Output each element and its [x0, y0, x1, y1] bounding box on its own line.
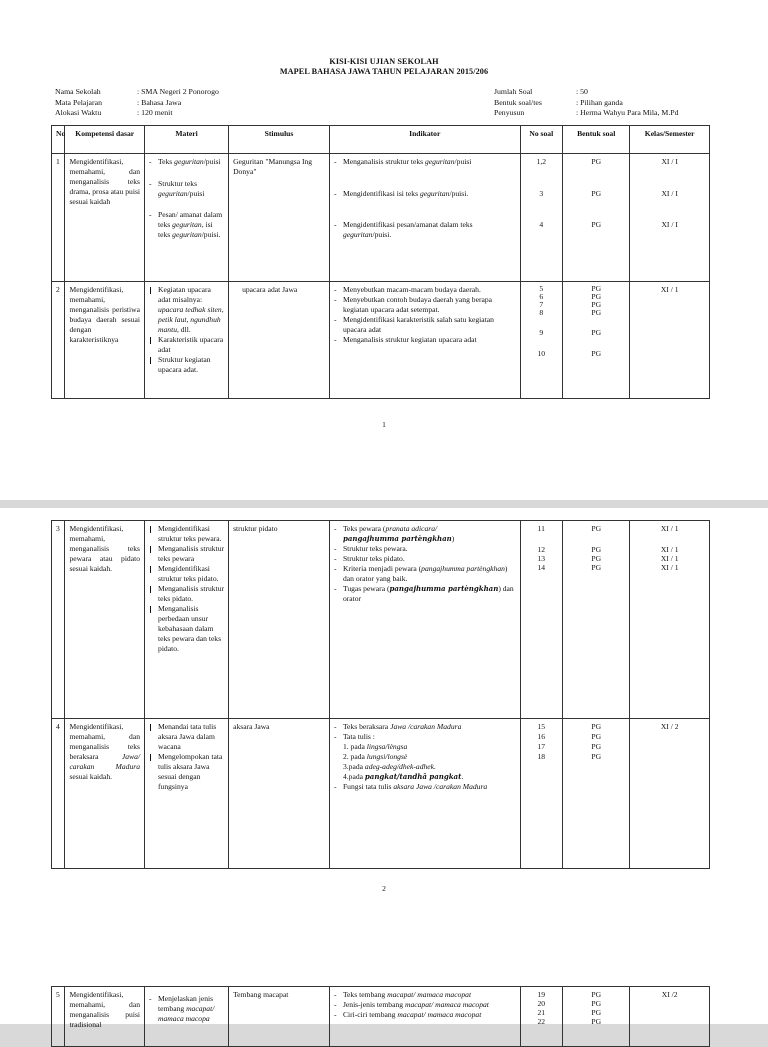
- row4-bentuk: PG PG PG PG: [563, 719, 630, 869]
- header-materi: Materi: [145, 126, 229, 154]
- row1-kelas: XI / I XI / I XI / I: [630, 154, 710, 282]
- row5-kd: Mengidentifikasi, memahami, dan menganalisis puisi tradisional: [65, 987, 145, 1047]
- header-bentuk-soal: Bentuk soal: [563, 126, 630, 154]
- header-no-soal: No soal: [520, 126, 563, 154]
- row1-indikator: - Menganalisis struktur teks geguritan/puisi - Mengidentifikasi isi teks geguritan/puisi. - Mengidentifikasi pesan/amanat dalam teks geguritan/puisi.: [329, 154, 520, 282]
- row3-no: 3: [52, 521, 65, 719]
- row1-no: 1: [52, 154, 65, 282]
- row1-bentuk: PG PG PG: [563, 154, 630, 282]
- header-kd: Kompetensi dasar: [65, 126, 145, 154]
- row3-indikator: - Teks pewara (pranata adicara/ pangajhumma partèngkhan) - Struktur teks pewara. - Struktur teks pidato. - Kriteria menjadi pewara (pangajhumma partèngkhan) dan orator yang baik. - Tugas pewara (pangajhumma partèngkhan) dan orator: [329, 521, 520, 719]
- info-right: [494, 87, 679, 119]
- table-row: [52, 154, 710, 282]
- row2-materi: Kegiatan upacara adat misalnya: upacara tedhak siten, petik laut, ngundhuh mantu, dll. Karakteristik upacara adat Struktur kegiatan upacara adat.: [145, 282, 229, 399]
- info-count: Jumlah Soal : 50: [494, 87, 588, 96]
- info-type: Bentuk soal/tes : Pilihan ganda: [494, 97, 623, 107]
- row4-stimulus: aksara Jawa: [229, 719, 330, 869]
- header-no: No: [52, 126, 65, 154]
- table-row: [52, 719, 710, 869]
- row5-materi: - Menjelaskan jenis tembang macapat/ mamaca macopa: [145, 987, 229, 1047]
- row1-no-soal: 1,2 3 4: [520, 154, 563, 282]
- info-subject: Mata Pelajaran : Bahasa Jawa: [55, 97, 182, 107]
- kisi-table-page3: [51, 986, 710, 1047]
- row2-no-soal: 5 6 7 8 9 10: [520, 282, 563, 399]
- row4-no-soal: 15 16 17 18: [520, 719, 563, 869]
- doc-title-line1: KISI-KISI UJIAN SEKOLAH: [329, 57, 439, 66]
- row5-no-soal: 19 20 21 22: [520, 987, 563, 1047]
- row3-kd: Mengidentifikasi, memahami, menganalisis teks pewara atau pidato sesuai kaidah.: [65, 521, 145, 719]
- info-author: Penyusun : Herma Wahyu Para Mila, M.Pd: [494, 108, 679, 117]
- row5-stimulus: Tembang macapat: [229, 987, 330, 1047]
- kisi-table-page1: [51, 125, 710, 399]
- row2-stimulus: upacara adat Jawa: [229, 282, 330, 399]
- row1-materi: - Teks geguritan/puisi - Struktur teks geguritan/puisi - Pesan/ amanat dalam teks geguritan, isi teks geguritan/puisi.: [145, 154, 229, 282]
- table-row: [52, 987, 710, 1047]
- page-2: [0, 508, 768, 980]
- row3-materi: Mengidentifikasi struktur teks pewara. Menganalisis struktur teks pewara Mengidentifikasi struktur teks pidato. Menganalisis struktur teks pidato. Menganalisis perbedaan unsur kebahasaan dalam teks pewara dan teks pidato.: [145, 521, 229, 719]
- row5-kelas: XI /2: [630, 987, 710, 1047]
- row1-stimulus: Geguritan "Manungsa Ing Donya": [229, 154, 330, 282]
- row3-kelas: XI / 1 XI / 1 XI / 1 XI / 1: [630, 521, 710, 719]
- row4-kd: Mengidentifikasi, memahami, dan menganalisis teks beraksara Jawa/ carakan Madura sesuai kaidah.: [65, 719, 145, 869]
- table-header-row: [52, 126, 710, 154]
- table-row: [52, 521, 710, 719]
- row1-kd: Mengidentifikasi, memahami, dan menganalisis teks drama, prosa atau puisi sesuai kaidah: [65, 154, 145, 282]
- page-1: [0, 0, 768, 500]
- row5-indikator: - Teks tembang macapat/ mamaca macopat - Jenis-jenis tembang macapat/ mamaca macopat - Ciri-ciri tembang macapat/ mamaca macopat: [329, 987, 520, 1047]
- row4-materi: Menandai tata tulis aksara Jawa dalam wacana Mengelompokan tata tulis aksara Jawa sesuai dengan fungsinya: [145, 719, 229, 869]
- row4-no: 4: [52, 719, 65, 869]
- doc-title-line2: MAPEL BAHASA JAWA TAHUN PELAJARAN 2015/206: [279, 67, 489, 76]
- row2-indikator: - Menyebutkan macam-macam budaya daerah. - Menyebutkan contoh budaya daerah yang berapa kegiatan upacara adat setempat. - Mengidentifikasi karakteristik salah satu kegiatan upacara adat - Menganalisis struktur kegiatan upacara adat: [329, 282, 520, 399]
- row3-stimulus: struktur pidato: [229, 521, 330, 719]
- row3-no-soal: 11 12 13 14: [520, 521, 563, 719]
- row2-kd: Mengidentifikasi, memahami, menganalisis peristiwa budaya daerah sesuai dengan karakteristiknya: [65, 282, 145, 399]
- header-kelas: Kelas/Semester: [630, 126, 710, 154]
- info-school: Nama Sekolah : SMA Negeri 2 Ponorogo: [55, 87, 219, 96]
- header-stimulus: Stimulus: [229, 126, 330, 154]
- header-indikator: Indikator: [329, 126, 520, 154]
- row5-no: 5: [52, 987, 65, 1047]
- row4-kelas: XI / 2: [630, 719, 710, 869]
- row3-bentuk: PG PG PG PG: [563, 521, 630, 719]
- row2-no: 2: [52, 282, 65, 399]
- kisi-table-page2: [51, 520, 710, 869]
- info-left: [55, 87, 219, 119]
- row2-kelas: XI / 1: [630, 282, 710, 399]
- row2-bentuk: PG PG PG PG PG PG: [563, 282, 630, 399]
- page-3: [0, 974, 768, 1029]
- table-row: [52, 282, 710, 399]
- page-number-2: 2: [382, 884, 386, 893]
- page-number-1: 1: [382, 420, 386, 429]
- row4-indikator: - Teks beraksara Jawa /carakan Madura - Tata tulis : 1. pada lingsa/lèngsa 2. pada lungsi/longsè 3.pada adeg-adeg/dhek-adhek. 4.pada pangkat/tandhâ pangkat. - Fungsi tata tulis aksara Jawa /carakan Madura: [329, 719, 520, 869]
- row5-bentuk: PG PG PG PG: [563, 987, 630, 1047]
- info-time: Alokasi Waktu : 120 menit: [55, 108, 173, 117]
